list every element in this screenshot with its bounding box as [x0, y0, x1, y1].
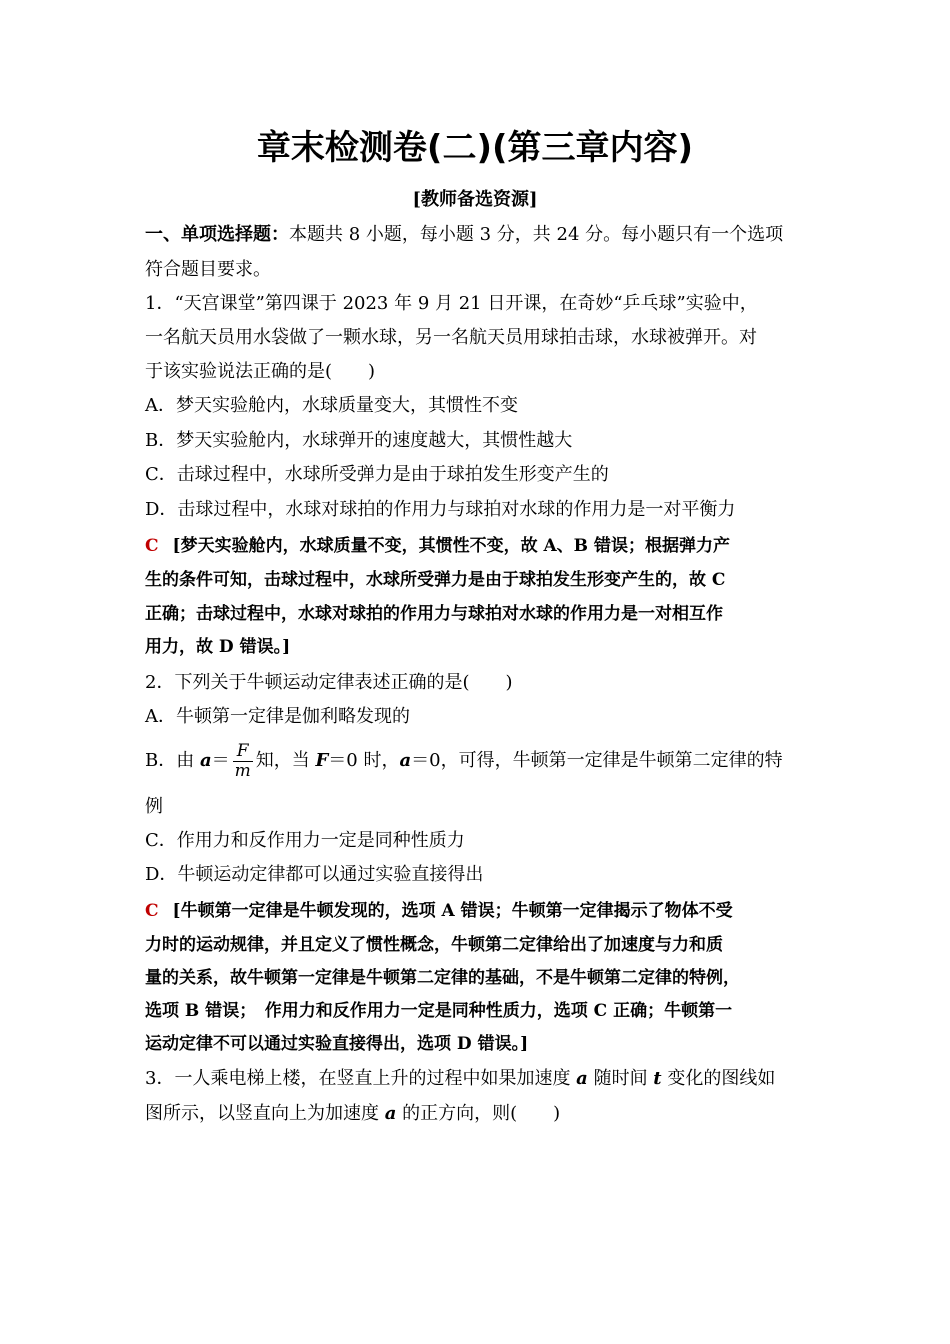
q2-stem: 2．下列关于牛顿运动定律表述正确的是( ) — [145, 672, 513, 693]
fraction-denominator: m — [234, 760, 251, 781]
q2-option-b — [145, 739, 815, 783]
q2-option-a: A．牛顿第一定律是伽利略发现的 — [145, 706, 410, 727]
q3-stem-line-2 — [145, 1101, 815, 1127]
q1-stem-line-3: 于该实验说法正确的是( ) — [145, 361, 376, 382]
q1-explanation-text-1: [梦天实验舱内，水球质量不变，其惯性不变，故 A、B 错误；根据弹力产 — [172, 536, 730, 556]
section-desc-1: 本题共 8 小题，每小题 3 分，共 24 分。每小题只有一个选项 — [289, 224, 784, 245]
section-heading: 一、单项选择题： — [145, 224, 289, 245]
q1-explanation-line-2: 生的条件可知，击球过程中，水球所受弹力是由于球拍发生形变产生的，故 C — [145, 570, 726, 590]
page-subtitle: [教师备选资源] — [412, 189, 538, 210]
page-title: 章末检测卷(二)(第三章内容) — [256, 128, 694, 168]
q2-explanation-line-2: 力时的运动规律，并且定义了惯性概念，牛顿第二定律给出了加速度与力和质 — [145, 935, 723, 955]
q2-explanation-line-4: 选项 B 错误； 作用力和反作用力一定是同种性质力，选项 C 正确；牛顿第一 — [145, 1001, 733, 1021]
section-description — [145, 222, 815, 248]
q1-option-d: D．击球过程中，水球对球拍的作用力与球拍对水球的作用力是一对平衡力 — [145, 499, 736, 520]
fraction-numerator: F — [233, 742, 253, 762]
q2-option-c: C．作用力和反作用力一定是同种性质力 — [145, 830, 465, 851]
q2-option-b-text-2: ＝0 时， — [328, 750, 400, 771]
q3-text-4: 图所示，以竖直向上为加速度 — [145, 1103, 385, 1124]
equals-sign: ＝ — [211, 750, 230, 771]
q3-text-3: 变化的图线如 — [661, 1068, 776, 1089]
var-t: t — [653, 1068, 662, 1089]
q3-text-1: 3．一人乘电梯上楼，在竖直上升的过程中如果加速度 — [145, 1068, 577, 1089]
q1-explanation-line-1 — [145, 533, 815, 559]
q2-explanation-line-1 — [145, 898, 815, 924]
q1-stem-line-1: 1．“天宫课堂”第四课于 2023 年 9 月 21 日开课，在奇妙“乒乓球”实验中， — [145, 293, 758, 314]
q2-explanation-line-3: 量的关系，故牛顿第一定律是牛顿第二定律的基础，不是牛顿第二定律的特例， — [145, 968, 740, 988]
q1-stem-line-2: 一名航天员用水袋做了一颗水球，另一名航天员用球拍击球，水球被弹开。对 — [145, 327, 757, 348]
q1-option-a: A．梦天实验舱内，水球质量变大，其惯性不变 — [145, 395, 518, 416]
q2-option-b-continuation: 例 — [145, 796, 163, 817]
q2-option-d: D．牛顿运动定律都可以通过实验直接得出 — [145, 864, 484, 885]
var-a-2: a — [399, 750, 412, 771]
q2-answer-letter: C — [145, 901, 159, 921]
q1-explanation-line-4: 用力，故 D 错误。] — [145, 637, 291, 657]
q2-option-b-text-3: ＝0，可得，牛顿第一定律是牛顿第二定律的特 — [411, 750, 783, 771]
q1-option-c: C．击球过程中，水球所受弹力是由于球拍发生形变产生的 — [145, 464, 609, 485]
q1-option-b: B．梦天实验舱内，水球弹开的速度越大，其惯性越大 — [145, 430, 573, 451]
q3-text-2: 随时间 — [587, 1068, 654, 1089]
q1-answer-letter: C — [145, 536, 159, 556]
q2-option-b-text-1: 知，当 — [255, 750, 316, 771]
var-f: F — [315, 750, 329, 771]
q3-text-5: 的正方向，则( ) — [396, 1103, 561, 1124]
q2-explanation-line-5: 运动定律不可以通过实验直接得出，选项 D 错误。] — [145, 1034, 529, 1054]
var-a: a — [384, 1103, 397, 1124]
q2-option-b-prefix: B．由 — [145, 750, 200, 771]
var-a: a — [576, 1068, 588, 1089]
q3-stem-line-1 — [145, 1066, 815, 1092]
var-a: a — [199, 750, 212, 771]
fraction-f-over-m — [233, 742, 253, 781]
q1-explanation-line-3: 正确；击球过程中，水球对球拍的作用力与球拍对水球的作用力是一对相互作 — [145, 604, 723, 624]
section-desc-2: 符合题目要求。 — [145, 259, 271, 280]
q2-explanation-text-1: [牛顿第一定律是牛顿发现的，选项 A 错误；牛顿第一定律揭示了物体不受 — [172, 901, 733, 921]
